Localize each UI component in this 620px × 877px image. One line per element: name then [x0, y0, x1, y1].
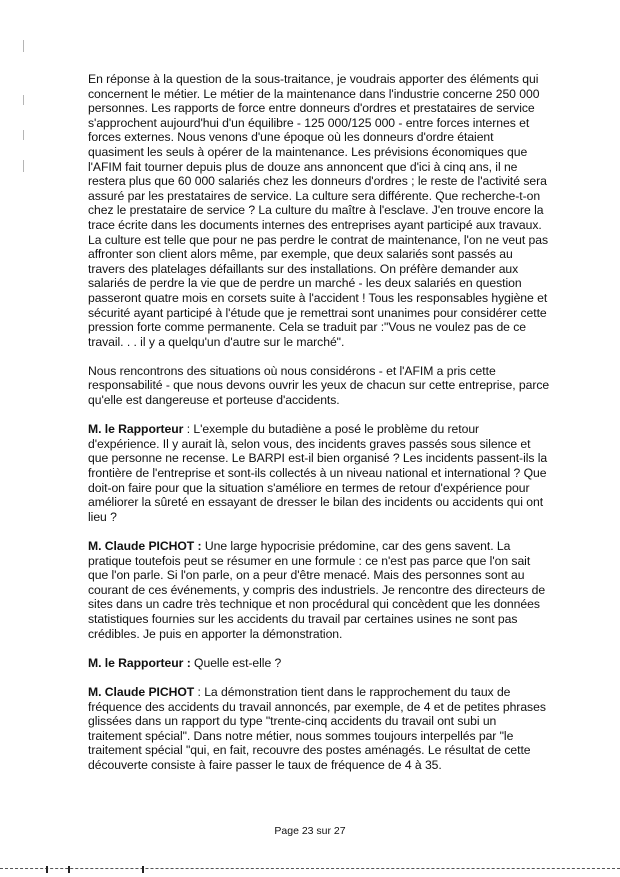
binding-mark — [23, 40, 24, 52]
speaker-name: M. le Rapporteur : — [88, 655, 191, 670]
speech-text: : La démonstration tient dans le rapprochement du taux de fréquence des accidents du travail annoncés, par exemple, de 4 et de petites phrases glissées dans un rapport du type "trente-cinq accidents du travail ont subi un traitement spécial". Dans notre métier, nous sommes toujours interpellés par "le traitement spécial "qui, en fait, recouvre des postes aménagés. Le résultat de cette découverte consiste à faire passer le taux de fréquence de 4 à 35. — [88, 684, 546, 772]
paragraph — [88, 422, 550, 524]
paragraph — [88, 539, 550, 641]
speech-text: Une large hypocrisie prédomine, car des gens savent. La pratique toutefois peut se résumer en une formule : ce n'est pas parce que l'on sait que l'on parle. Si l'on parle, on a peur d'être menacé. Mais des personnes sont au courant de ces événements, y compris des industriels. Je rencontre des directeurs de sites dans un cadre très technique et non procédural qui concèdent que les données statistiques fournies sur les accidents du travail par certaines usines ne sont pas crédibles. Je puis en apporter la démonstration. — [88, 539, 546, 641]
speech-text: Quelle est-elle ? — [190, 655, 282, 670]
binding-mark — [23, 95, 24, 105]
scan-edge-mark — [142, 866, 144, 873]
binding-mark — [23, 130, 24, 140]
scan-edge-line — [0, 868, 620, 870]
document-body — [88, 72, 550, 787]
paragraph — [88, 656, 550, 671]
speech-text: : L'exemple du butadiène a posé le problème du retour d'expérience. Il y aurait là, selon vous, des incidents graves passés sous silence et que personne ne recense. Le BARPI est-il bien organisé ? Les incidents passent-ils la frontière de l'entreprise et sont-ils collectés à un niveau national et international ? Que doit-on faire pour que la situation s'améliore en termes de retour d'expérience pour améliorer la sûreté en essayant de dresser le bilan des incidents ou accidents qui ont lieu ? — [88, 422, 548, 524]
scan-edge-mark — [68, 866, 70, 873]
page-number: Page 23 sur 27 — [274, 825, 346, 837]
speaker-name: M. Claude PICHOT : — [88, 539, 202, 553]
paragraph — [88, 685, 550, 773]
paragraph: Nous rencontrons des situations où nous considérons - et l'AFIM a pris cette responsabilité - que nous devons ouvrir les yeux de chacun sur cette entreprise, parce qu'elle est dangereuse et porteuse d'accidents. — [88, 363, 550, 408]
speaker-name: M. le Rapporteur — [88, 422, 184, 437]
binding-mark — [23, 160, 24, 172]
speaker-name: M. Claude PICHOT — [88, 684, 195, 699]
paragraph: En réponse à la question de la sous-traitance, je voudrais apporter des éléments qui concernent le métier. Le métier de la maintenance dans l'industrie concerne 250 000 personnes. Les rapports de force entre donneurs d'ordres et prestataires de service s'approchent aujourd'hui d'un équilibre - 125 000/125 000 - entre forces internes et forces externes. Nous venons d'une époque où les donneurs d'ordre étaient quasiment les seuls à opérer de la maintenance. Les prévisions économiques que l'AFIM fait tourner depuis plus de douze ans annoncent que d'ici à cinq ans, il ne restera plus que 60 000 salariés chez les donneurs d'ordres ; le reste de l'activité sera assuré par les prestataires de service. La culture sera différente. Que recherche-t-on chez le prestataire de service ? La culture du maître à l'esclave. J'en trouve encore la trace écrite dans les documents internes des entreprises ayant participé aux travaux. La culture est telle que pour ne pas perdre le contrat de maintenance, l'on ne veut pas affronter son client alors même, par exemple, que deux salariés sont passés au travers des platelages défaillants sur des installations. On préfère demander aux salariés de perdre la vie que de perdre un marché - les deux salariés en question passeront quatre mois en corsets suite à l'accident ! Tous les responsables hygiène et sécurité ayant participé à l'étude que je remettrai sont unanimes pour considérer cette pression forte comme permanente. Cela se traduit par :"Vous ne voulez pas de ce travail. . . il y a quelqu'un d'autre sur le marché". — [88, 72, 549, 349]
scan-edge-mark — [46, 866, 48, 873]
